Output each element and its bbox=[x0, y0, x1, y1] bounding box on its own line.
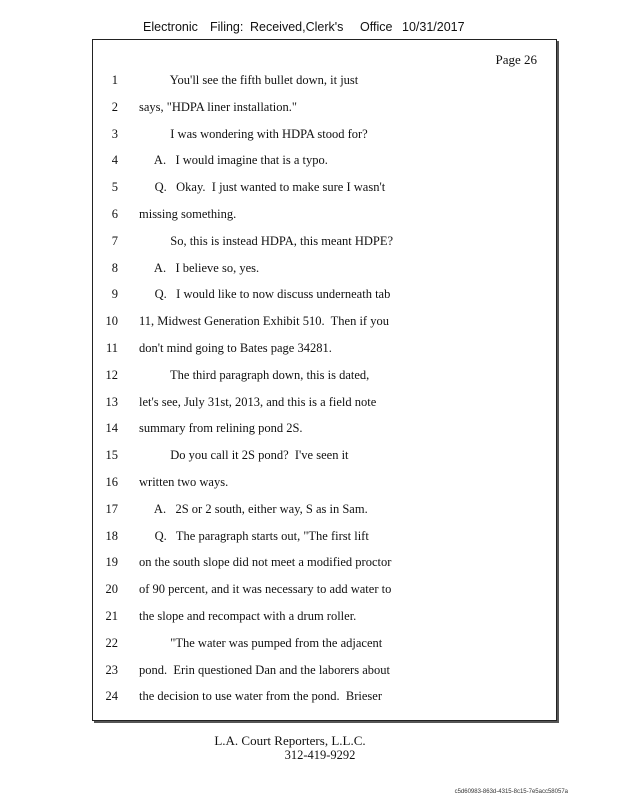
line-text: the slope and recompact with a drum roller. bbox=[139, 609, 357, 623]
transcript-line bbox=[93, 475, 553, 493]
line-number: 23 bbox=[105, 662, 118, 677]
line-number: 20 bbox=[105, 582, 118, 597]
line-text: So, this is instead HDPA, this meant HDPE? bbox=[139, 233, 394, 248]
line-number: 3 bbox=[111, 126, 118, 141]
footer-phone: 312-419-9292 bbox=[284, 748, 356, 762]
line-number: 9 bbox=[111, 287, 118, 302]
page-number: Page 26 bbox=[495, 52, 537, 67]
transcript-line bbox=[93, 261, 553, 279]
line-number: 18 bbox=[105, 528, 118, 543]
transcript-line bbox=[93, 529, 553, 547]
transcript-line bbox=[93, 127, 553, 145]
filing-header-received: Received,Clerk's bbox=[250, 20, 344, 34]
transcript-line bbox=[93, 689, 553, 707]
transcript-line bbox=[93, 582, 553, 600]
line-text: pond. Erin questioned Dan and the laborers about bbox=[139, 662, 390, 677]
line-text: 11, Midwest Generation Exhibit 510. Then if you bbox=[139, 314, 389, 329]
line-text: You'll see the fifth bullet down, it just bbox=[139, 73, 359, 87]
filing-header-date: 10/31/2017 bbox=[402, 20, 465, 34]
line-text: missing something. bbox=[139, 207, 237, 221]
line-text: the decision to use water from the pond. Brieser bbox=[139, 689, 382, 704]
document-id: c5d60983-863d-4315-8c15-7e5acc58057a bbox=[454, 789, 568, 795]
line-text: says, "HDPA liner installation." bbox=[139, 99, 298, 114]
transcript-line bbox=[93, 207, 553, 225]
line-number: 24 bbox=[105, 689, 118, 704]
line-number: 10 bbox=[105, 314, 118, 329]
line-text: I was wondering with HDPA stood for? bbox=[139, 126, 368, 141]
line-text: summary from relining pond 2S. bbox=[139, 421, 303, 436]
line-number: 6 bbox=[111, 207, 118, 221]
filing-header-filing: Filing: bbox=[210, 20, 244, 34]
filing-header-electronic: Electronic bbox=[143, 20, 198, 34]
line-text: Do you call it 2S pond? I've seen it bbox=[139, 448, 349, 463]
line-text: on the south slope did not meet a modified proctor bbox=[139, 555, 392, 570]
transcript-line bbox=[93, 341, 553, 359]
transcript-line bbox=[93, 609, 553, 627]
line-number: 22 bbox=[105, 635, 118, 650]
line-number: 16 bbox=[105, 475, 118, 489]
line-number: 7 bbox=[111, 233, 118, 248]
line-text: "The water was pumped from the adjacent bbox=[139, 635, 383, 650]
line-text: A. 2S or 2 south, either way, S as in Sam. bbox=[139, 501, 368, 516]
line-text: written two ways. bbox=[139, 475, 229, 489]
line-number: 4 bbox=[111, 153, 118, 168]
transcript-line bbox=[93, 421, 553, 439]
transcript-line bbox=[93, 234, 553, 252]
line-text: A. I would imagine that is a typo. bbox=[139, 153, 328, 168]
line-text: don't mind going to Bates page 34281. bbox=[139, 341, 332, 355]
transcript-line bbox=[93, 395, 553, 413]
transcript-line bbox=[93, 314, 553, 332]
transcript-line bbox=[93, 287, 553, 305]
line-number: 11 bbox=[105, 341, 118, 355]
transcript-line bbox=[93, 555, 553, 573]
line-number: 12 bbox=[105, 367, 118, 382]
line-number: 19 bbox=[105, 555, 118, 570]
transcript-line bbox=[93, 180, 553, 198]
transcript-line bbox=[93, 448, 553, 466]
line-text: Q. The paragraph starts out, "The first lift bbox=[139, 528, 369, 543]
line-text: let's see, July 31st, 2013, and this is a field note bbox=[139, 394, 377, 409]
transcript-line bbox=[93, 636, 553, 654]
line-text: Q. I would like to now discuss underneath tab bbox=[139, 287, 391, 302]
line-number: 21 bbox=[105, 609, 118, 623]
filing-header-office: Office bbox=[360, 20, 393, 34]
line-text: A. I believe so, yes. bbox=[139, 260, 260, 275]
transcript-line bbox=[93, 100, 553, 118]
line-text: Q. Okay. I just wanted to make sure I wasn't bbox=[139, 180, 386, 195]
transcript-line bbox=[93, 502, 553, 520]
line-number: 14 bbox=[105, 421, 118, 436]
transcript-line bbox=[93, 663, 553, 681]
line-number: 13 bbox=[105, 394, 118, 409]
line-number: 17 bbox=[105, 501, 118, 516]
line-number: 15 bbox=[105, 448, 118, 463]
line-text: The third paragraph down, this is dated, bbox=[139, 367, 370, 382]
line-number: 8 bbox=[111, 260, 118, 275]
line-number: 5 bbox=[111, 180, 118, 195]
transcript-line bbox=[93, 73, 553, 91]
transcript-line bbox=[93, 368, 553, 386]
line-number: 2 bbox=[111, 99, 118, 114]
footer-company: L.A. Court Reporters, L.L.C. bbox=[214, 733, 366, 748]
transcript-line bbox=[93, 153, 553, 171]
line-text: of 90 percent, and it was necessary to add water to bbox=[139, 582, 392, 597]
transcript-page bbox=[92, 39, 557, 721]
line-number: 1 bbox=[111, 73, 118, 87]
